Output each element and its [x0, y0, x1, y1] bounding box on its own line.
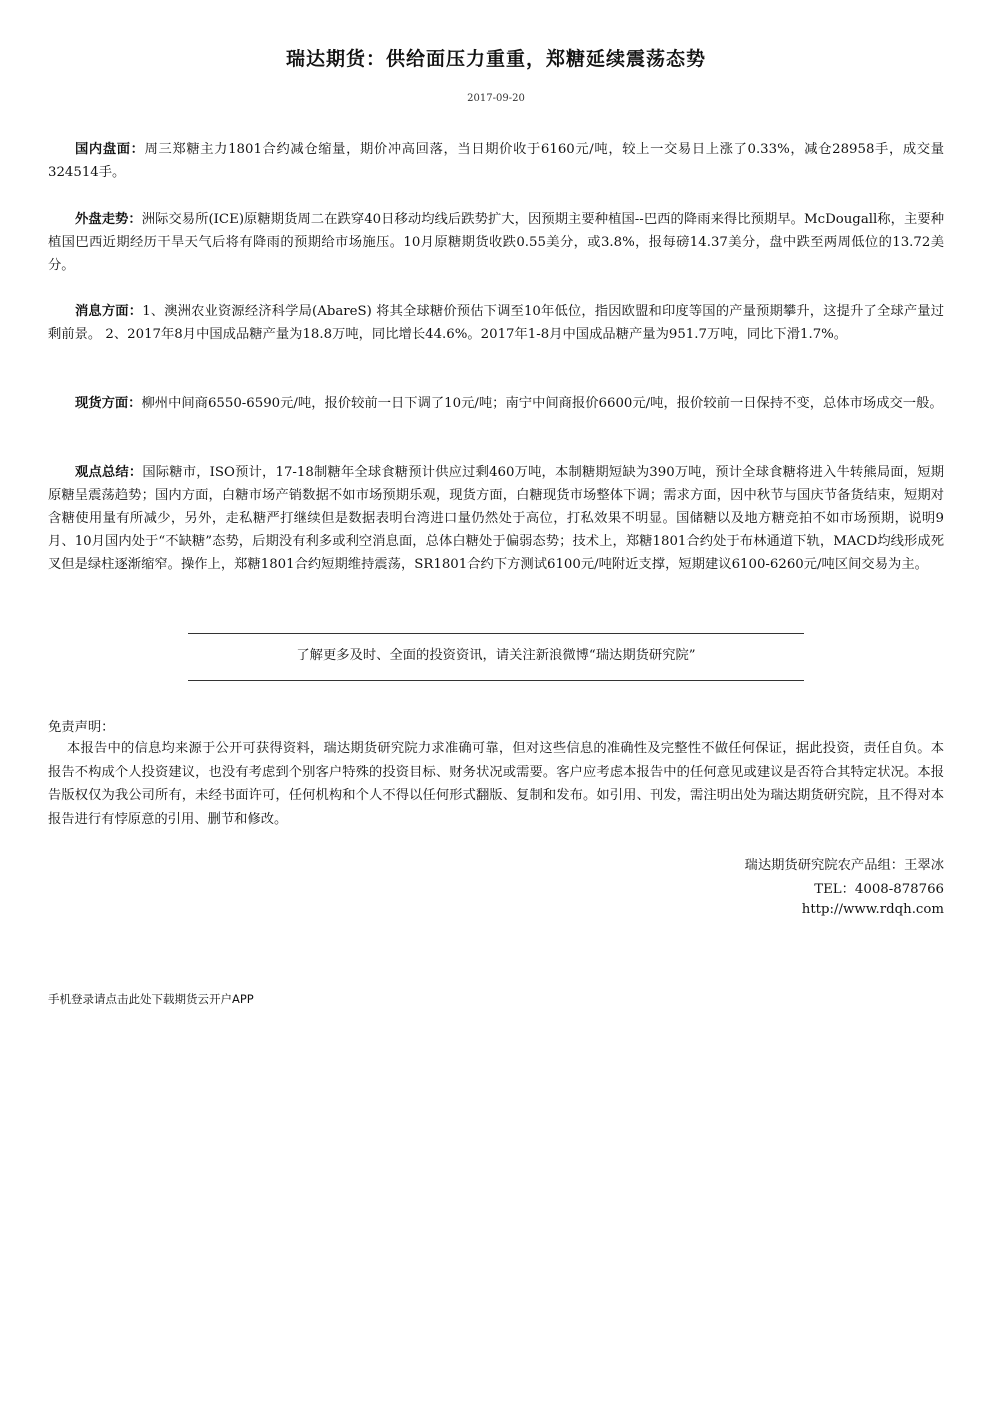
divider-bottom	[188, 680, 804, 681]
section-text: 1、澳洲农业资源经济科学局(AbareS) 将其全球糖价预估下调至10年低位，指因欧盟和印度等国的产量预期攀升，这提升了全球产量过剩前景。 2、2017年8月中国成品糖产量为18.8万吨，同比增长44.6%。2017年1-8月中国成品糖产量为951.7万吨，同比下滑1.7%。	[48, 304, 944, 342]
section-text: 周三郑糖主力1801合约减仓缩量，期价冲高回落，当日期价收于6160元/吨，较上一交易日上涨了0.33%，减仓28958手，成交量324514手。	[48, 142, 944, 180]
section-news	[48, 300, 944, 346]
report-title: 瑞达期货：供给面压力重重，郑糖延续震荡态势	[285, 48, 706, 70]
weibo-notice: 了解更多及时、全面的投资资讯，请关注新浪微博“瑞达期货研究院”	[296, 648, 696, 663]
section-label: 外盘走势：	[75, 212, 142, 227]
section-text: 洲际交易所(ICE)原糖期货周二在跌穿40日移动均线后跌势扩大，因预期主要种植国--巴西的降雨来得比预期早。McDougall称，主要种植国巴西近期经历干旱天气后将有降雨的预期给市场施压。10月原糖期货收跌0.55美分，或3.8%，报每磅14.37美分，盘中跌至两周低位的13.72美分。	[48, 212, 944, 273]
signature-author: 瑞达期货研究院农产品组：王翠冰	[744, 858, 944, 873]
section-spot	[48, 392, 944, 415]
signature-url[interactable]: http://www.rdqh.com	[801, 902, 944, 917]
section-text: 柳州中间商6550-6590元/吨，报价较前一日下调了10元/吨；南宁中间商报价6600元/吨，报价较前一日保持不变，总体市场成交一般。	[141, 396, 943, 411]
section-domestic-market	[48, 138, 944, 184]
section-label: 观点总结：	[75, 465, 143, 480]
section-label: 国内盘面：	[75, 142, 145, 157]
signature-tel: TEL：4008-878766	[814, 882, 944, 897]
app-download-link[interactable]: 手机登录请点击此处下载期货云开户APP	[48, 992, 254, 1006]
disclaimer-text: 本报告中的信息均来源于公开可获得资料，瑞达期货研究院力求准确可靠，但对这些信息的准确性及完整性不做任何保证，据此投资，责任自负。本报告不构成个人投资建议，也没有考虑到个别客户特殊的投资目标、财务状况或需要。客户应考虑本报告中的任何意见或建议是否符合其特定状况。本报告版权仅为我公司所有，未经书面许可，任何机构和个人不得以任何形式翻版、复制和发布。如引用、刊发，需注明出处为瑞达期货研究院，且不得对本报告进行有悖原意的引用、删节和修改。	[48, 741, 944, 827]
section-label: 现货方面：	[75, 396, 142, 411]
report-date: 2017-09-20	[467, 93, 525, 104]
divider-top	[188, 633, 804, 634]
section-label: 消息方面：	[75, 304, 143, 319]
disclaimer-title: 免责声明：	[48, 720, 115, 735]
section-foreign-market	[48, 208, 944, 277]
section-summary	[48, 461, 944, 576]
section-text: 国际糖市，ISO预计，17-18制糖年全球食糖预计供应过剩460万吨，本制糖期短缺为390万吨，预计全球食糖将进入牛转熊局面，短期原糖呈震荡趋势；国内方面，白糖市场产销数据不如市场预期乐观，现货方面，白糖现货市场整体下调；需求方面，因中秋节与国庆节备货结束，短期对含糖使用量有所减少，另外，走私糖严打继续但是数据表明台湾进口量仍然处于高位，打私效果不明显。国储糖以及地方糖竞拍不如市场预期，说明9月、10月国内处于“不缺糖”态势，后期没有利多或利空消息面，总体白糖处于偏弱态势；技术上，郑糖1801合约处于布林通道下轨，MACD均线形成死叉但是绿柱逐渐缩窄。操作上，郑糖1801合约短期维持震荡，SR1801合约下方测试6100元/吨附近支撑，短期建议6100-6260元/吨区间交易为主。	[48, 465, 945, 572]
